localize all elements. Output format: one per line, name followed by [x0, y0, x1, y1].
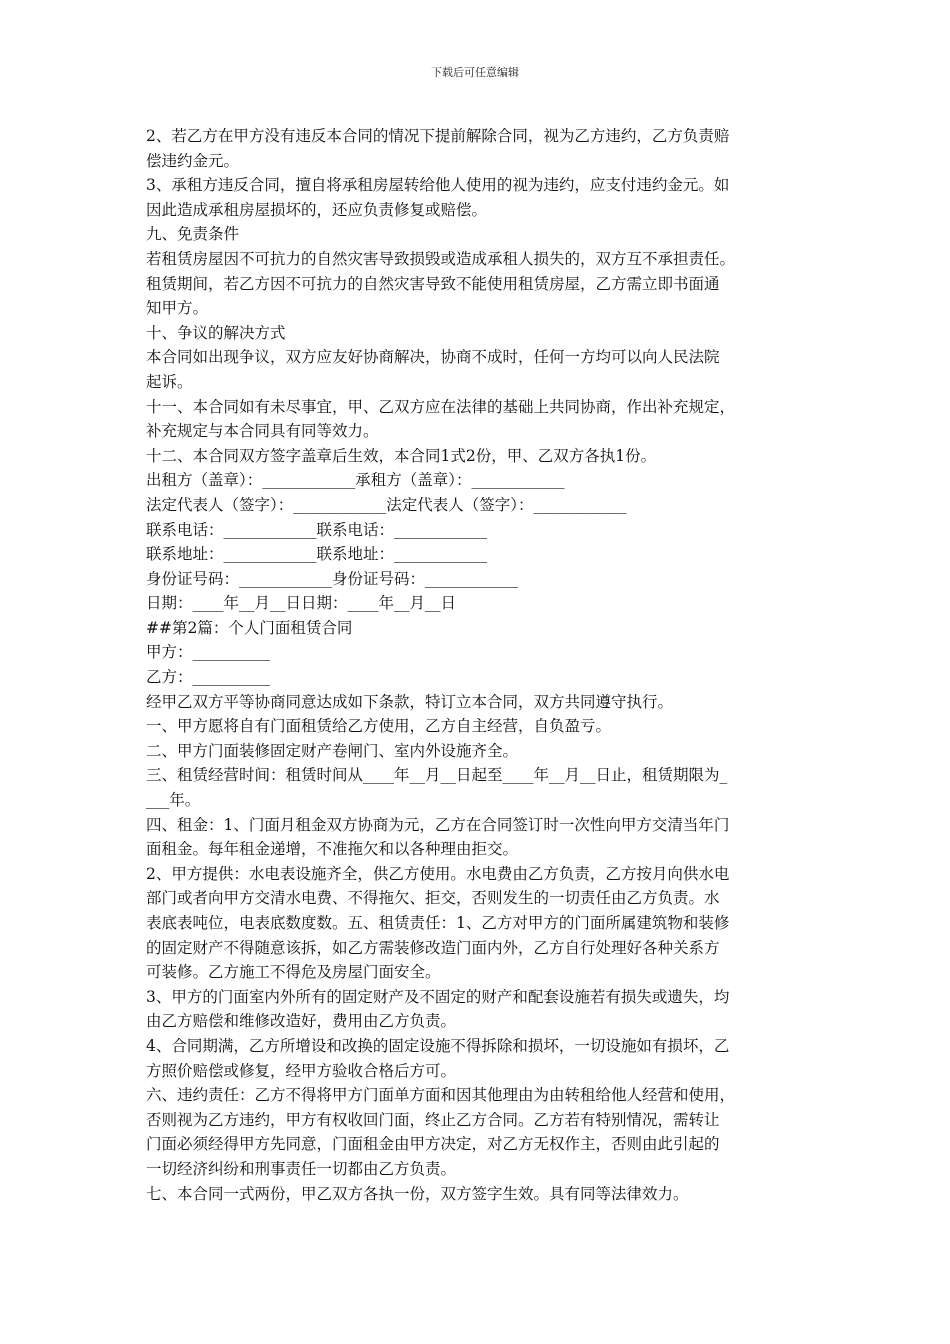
document-line: 表底表吨位，电表底数度数。五、租赁责任：1、乙方对甲方的门面所属建筑物和装修 [146, 914, 730, 932]
document-line: 补充规定与本合同具有同等效力。 [146, 422, 379, 441]
document-line: 七、本合同一式两份，甲乙双方各执一份，双方签字生效。具有同等法律效力。 [146, 1184, 689, 1203]
document-line: 一切经济纠纷和刑事责任一切都由乙方负责。 [146, 1159, 457, 1178]
document-line: 4、合同期满，乙方所增设和改换的固定设施不得拆除和损坏，一切设施如有损坏，乙 [146, 1036, 730, 1055]
document-line: 3、甲方的门面室内外所有的固定财产及不固定的财产和配套设施若有损失或遗失，均 [146, 987, 730, 1006]
document-line: 经甲乙双方平等协商同意达成如下条款，特订立本合同，双方共同遵守执行。 [146, 692, 674, 711]
document-line: 2、若乙方在甲方没有违反本合同的情况下提前解除合同，视为乙方违约，乙方负责赔 [146, 127, 730, 145]
document-line: 2、甲方提供：水电表设施齐全，供乙方使用。水电费由乙方负责，乙方按月向供水电 [146, 864, 730, 883]
document-line: 否则视为乙方违约，甲方有权收回门面，终止乙方合同。乙方若有特别情况，需转让 [146, 1110, 720, 1129]
document-line: 由乙方赔偿和维修改造好，费用由乙方负责。 [146, 1012, 457, 1031]
document-line: 租赁期间，若乙方因不可抗力的自然灾害导致不能使用租赁房屋，乙方需立即书面通 [146, 274, 720, 293]
document-line: ___年。 [146, 791, 201, 810]
document-line: 联系电话：____________联系电话：____________ [146, 520, 488, 539]
document-line: 九、免责条件 [146, 225, 240, 244]
document-line: 甲方：__________ [146, 643, 271, 662]
document-line: 知甲方。 [146, 299, 209, 318]
document-line: 十、争议的解决方式 [146, 323, 286, 342]
document-line: 六、违约责任：乙方不得将甲方门面单方面和因其他理由为由转租给他人经营和使用， [146, 1086, 736, 1105]
document-line: 日期：____年__月__日日期：____年__月__日 [146, 594, 457, 613]
document-line: 十一、本合同如有未尽事宜，甲、乙双方应在法律的基础上共同协商，作出补充规定， [146, 397, 736, 416]
page-header: 下载后可任意编辑 [431, 66, 519, 79]
document-line: 出租方（盖章）：____________承租方（盖章）：____________ [146, 471, 565, 490]
document-body [146, 124, 806, 1206]
document-line: 因此造成承租房屋损坏的，还应负责修复或赔偿。 [146, 200, 488, 219]
document-line: 十二、本合同双方签字盖章后生效，本合同1式2份，甲、乙双方各执1份。 [146, 446, 657, 465]
document-line: 若租赁房屋因不可抗力的自然灾害导致损毁或造成承租人损失的，双方互不承担责任。 [146, 249, 736, 268]
document-line: 本合同如出现争议，双方应友好协商解决，协商不成时，任何一方均可以向人民法院 [146, 348, 720, 367]
document-line: 一、甲方愿将自有门面租赁给乙方使用，乙方自主经营，自负盈亏。 [146, 717, 612, 736]
document-line: 的固定财产不得随意该拆，如乙方需装修改造门面内外，乙方自行处理好各种关系方 [146, 938, 720, 957]
document-line: 身份证号码：____________身份证号码：____________ [146, 569, 519, 588]
document-line: ##第2篇：个人门面租赁合同 [146, 618, 353, 637]
document-line: 部门或者向甲方交清水电费、不得拖欠、拒交，否则发生的一切责任由乙方负责。水 [146, 889, 720, 908]
document-line: 3、承租方违反合同，擅自将承租房屋转给他人使用的视为违约，应支付违约金元。如 [146, 176, 730, 195]
document-line: 可装修。乙方施工不得危及房屋门面安全。 [146, 963, 441, 982]
document-line: 二、甲方门面装修固定财产卷闸门、室内外设施齐全。 [146, 741, 519, 760]
document-line: 方照价赔偿或修复，经甲方验收合格后方可。 [146, 1061, 457, 1080]
document-line: 起诉。 [146, 372, 193, 391]
document-line: 面租金。每年租金递增，不准拖欠和以各种理由拒交。 [146, 840, 519, 859]
document-line: 法定代表人（签字）：____________法定代表人（签字）：____________ [146, 495, 627, 514]
document-line: 乙方：__________ [146, 668, 271, 687]
document-line: 门面必须经得甲方先同意，门面租金由甲方决定，对乙方无权作主，否则由此引起的 [146, 1135, 720, 1154]
document-line: 三、租赁经营时间：租赁时间从____年__月__日起至____年__月__日止，租赁期限为_ [146, 766, 728, 785]
document-line: 偿违约金元。 [146, 151, 240, 170]
document-line: 联系地址：____________联系地址：____________ [146, 545, 488, 564]
document-line: 四、租金：1、门面月租金双方协商为元，乙方在合同签订时一次性向甲方交清当年门 [146, 815, 730, 834]
